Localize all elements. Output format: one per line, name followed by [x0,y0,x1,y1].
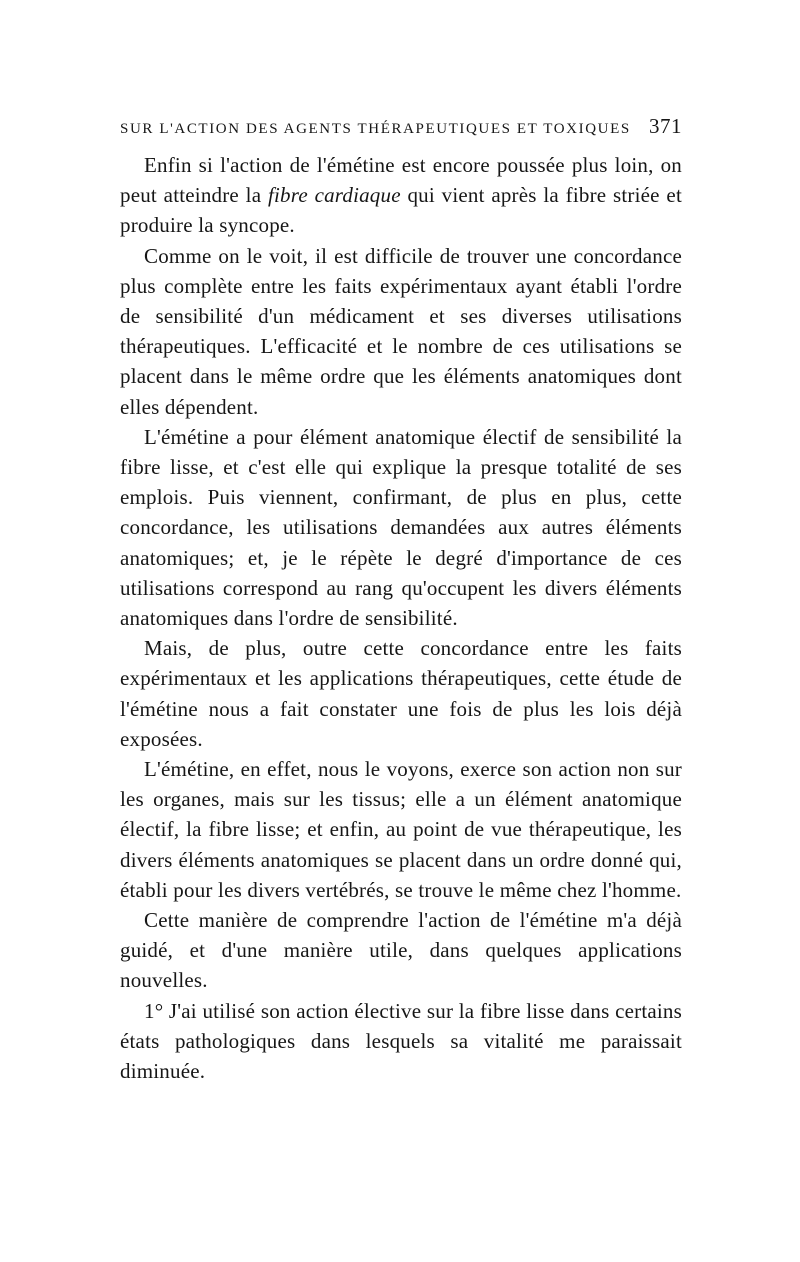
running-title: SUR L'ACTION DES AGENTS THÉRAPEUTIQUES ET TOXIQUES [120,121,631,137]
paragraph-4: Mais, de plus, outre cette concordance entre les faits expérimentaux et les applications thérapeutiques, cette étude de l'émétine nous a fait constater une fois de plus les lois déjà exposées. [120,636,682,751]
paragraph-1-italic-term: fibre cardiaque [267,183,401,208]
paragraph-3: L'émétine a pour élément anatomique électif de sensibilité la fibre lisse, et c'est elle qui explique la presque totalité de ses emplois. Puis viennent, confirmant, de plus en plus, cette concordance, les utilisations demandées aux autres éléments anatomiques; et, je le répète le degré d'importance de ces utilisations correspond au rang qu'occupent les divers éléments anatomiques dans l'ordre de sensibilité. [120,424,682,631]
paragraph-1-text-start: Enfin si l'action de l'émétine est encore poussée plus loin, on peut atteindre la [120,153,682,208]
paragraph-2: Comme on le voit, il est difficile de trouver une concordance plus complète entre les faits expérimentaux ayant établi l'ordre de sensibilité d'un médicament et ses diverses utilisations thérapeutiques. L'efficacité et le nombre de ces utilisations se placent dans le même ordre que les éléments anatomiques dont elles dépendent. [120,243,682,419]
paragraph-7: 1° J'ai utilisé son action élective sur la fibre lisse dans certains états pathologiques dans lesquels sa vitalité me paraissait diminuée. [120,998,682,1084]
paragraph-6: Cette manière de comprendre l'action de l'émétine m'a déjà guidé, et d'une manière utile, dans quelques applications nouvelles. [120,908,682,993]
book-page [120,114,682,1086]
running-header [120,114,682,144]
paragraph-1-text-end: qui vient après la fibre striée et produire la syncope. [120,183,682,238]
page-number: 371 [649,114,682,138]
paragraph-1 [120,150,682,241]
paragraph-5: L'émétine, en effet, nous le voyons, exerce son action non sur les organes, mais sur les tissus; elle a un élément anatomique électif, la fibre lisse; et enfin, au point de vue thérapeutique, les divers éléments anatomiques se placent dans un ordre donné qui, établi pour les divers vertébrés, se trouve le même chez l'homme. [120,757,682,902]
